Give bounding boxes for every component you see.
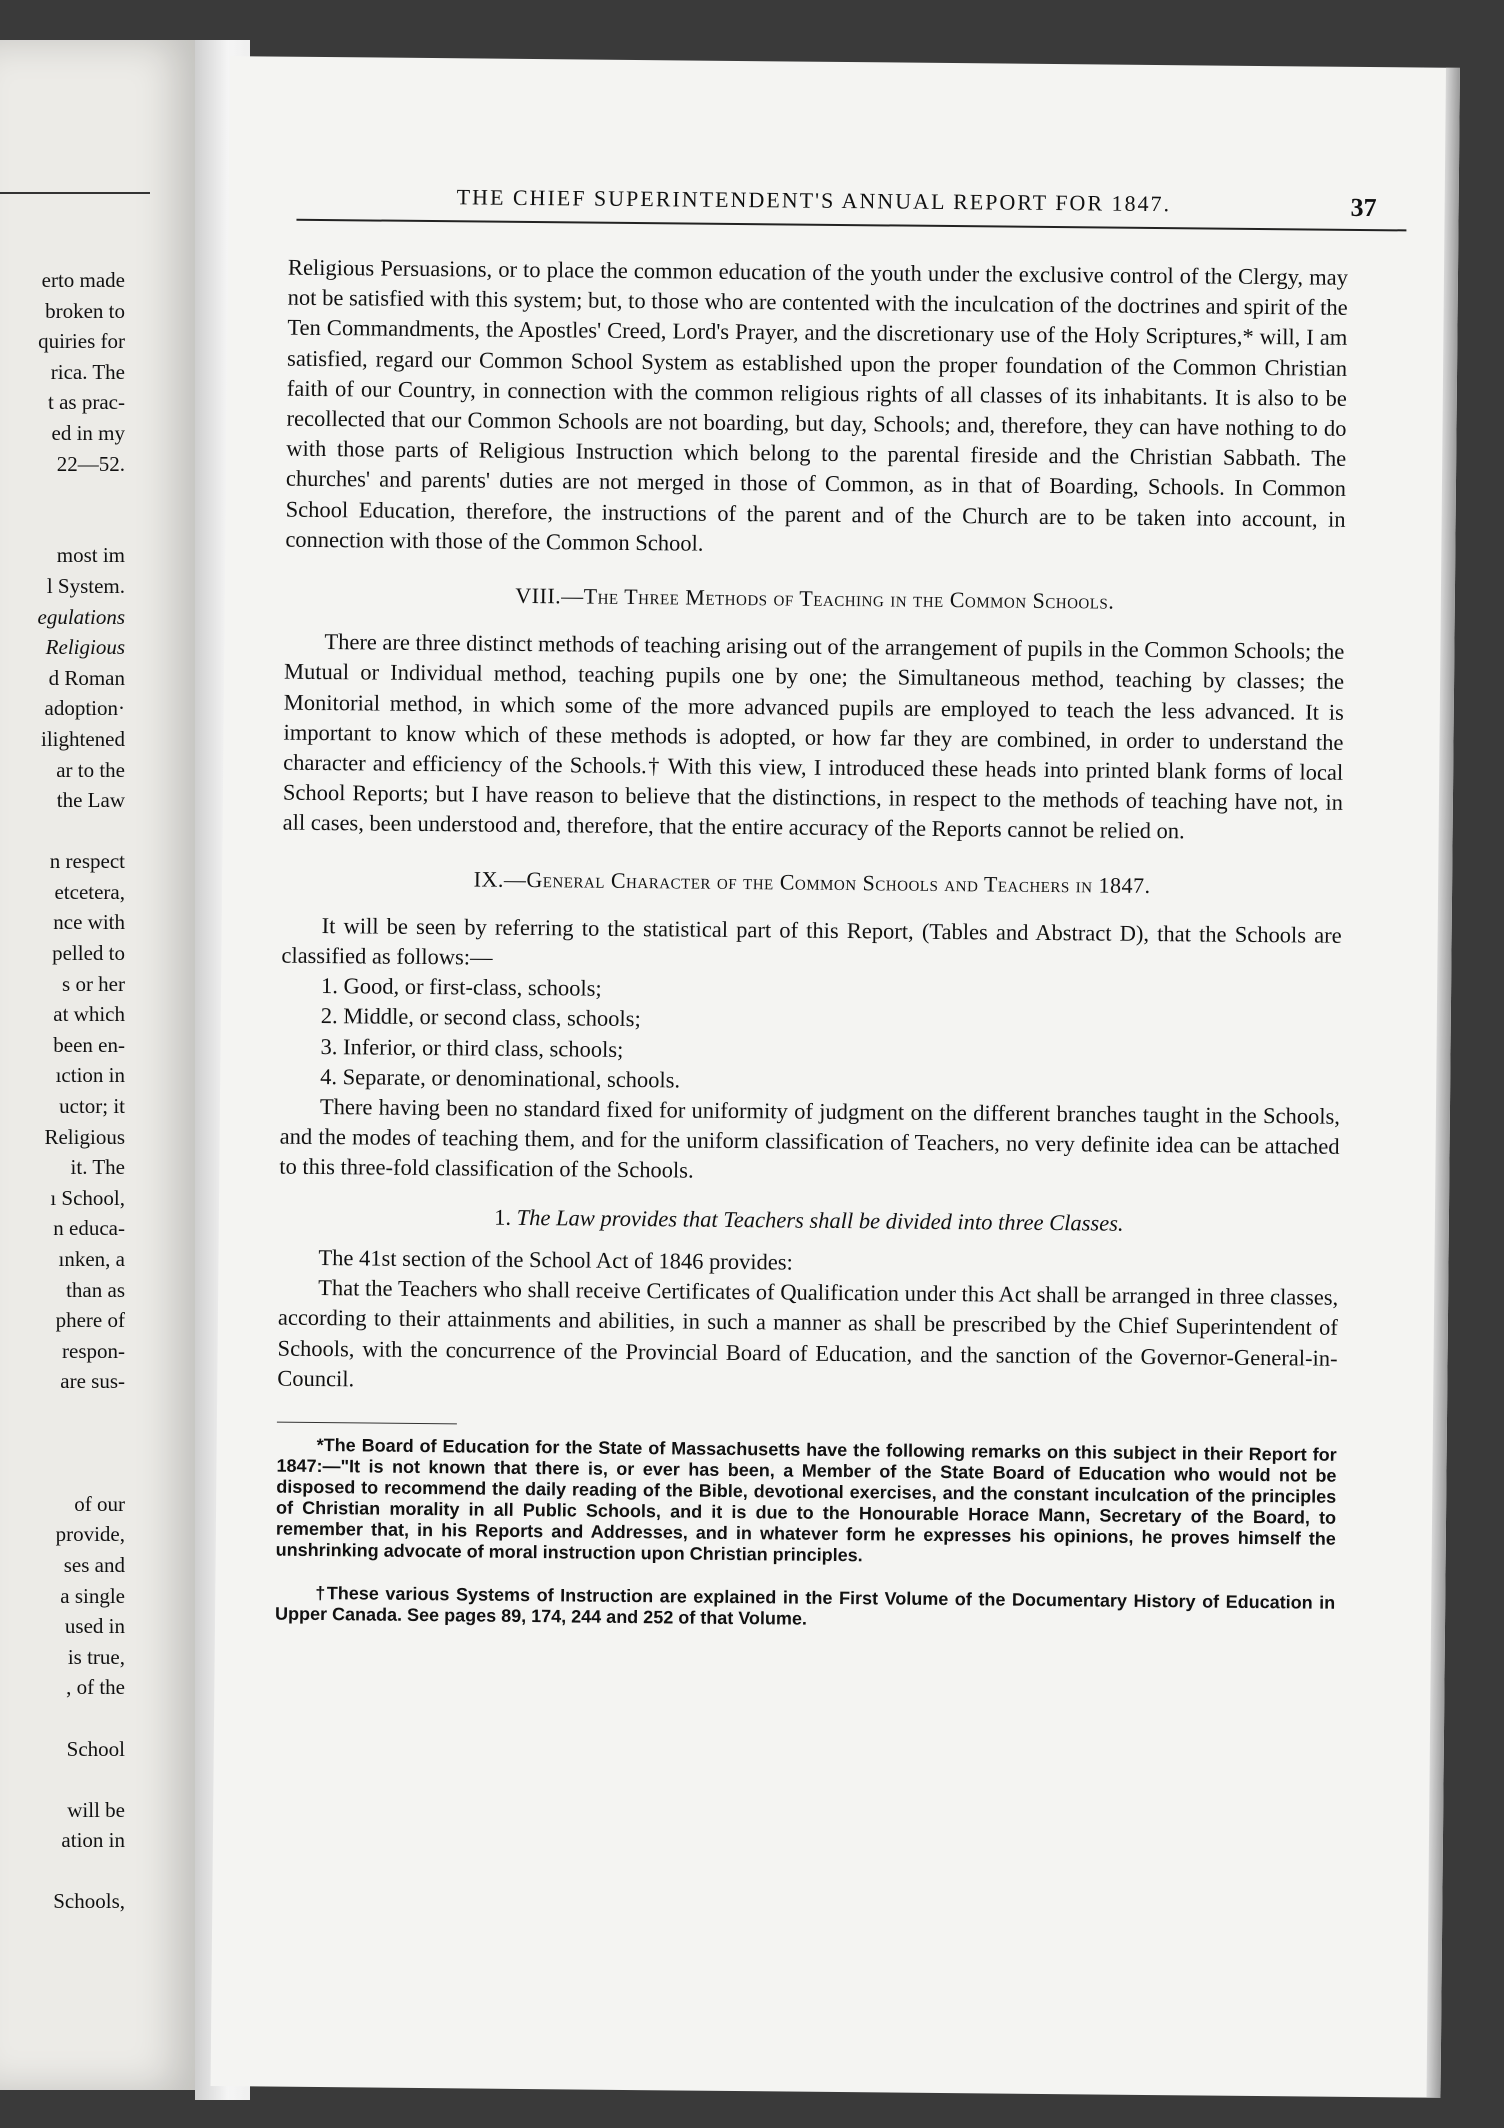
left-page-line: respon-: [62, 1338, 125, 1363]
subsection-heading: [279, 1200, 1339, 1240]
left-page-line: 22—52.: [56, 451, 125, 476]
left-page-header-rule: [0, 192, 150, 194]
left-page-line: broken to: [45, 298, 125, 323]
page-edge: [1426, 68, 1459, 2098]
left-page-line: l System.: [46, 573, 125, 598]
page-header: [297, 184, 1377, 223]
left-page-line: used in: [64, 1614, 125, 1639]
left-page-line: [38, 1428, 126, 1459]
header-rule: [296, 219, 1406, 232]
left-page-line: d Roman: [48, 665, 125, 690]
left-page-line: than as: [66, 1277, 125, 1302]
page-body: [275, 253, 1348, 1635]
footnote-rule: [277, 1422, 457, 1425]
section-heading-9: [282, 862, 1342, 902]
left-page-line: rica. The: [50, 359, 125, 384]
left-page-line: nce with: [53, 910, 125, 935]
left-page-line: ıction in: [55, 1063, 125, 1088]
left-page-line: are sus-: [60, 1369, 125, 1394]
left-page-line: most im: [56, 543, 125, 568]
left-page-line: egulations: [37, 604, 125, 629]
running-head: THE CHIEF SUPERINTENDENT'S ANNUAL REPORT FOR 1847.: [456, 184, 1172, 217]
left-page-line: School: [66, 1736, 125, 1761]
list-item: 4. Separate, or denominational, schools.: [320, 1063, 681, 1093]
left-page-line: it. The: [70, 1155, 125, 1180]
paragraph: The 41st section of the School Act of 1846 provides:: [318, 1244, 793, 1275]
left-page-line: provide,: [55, 1522, 125, 1547]
left-page-line: adoption·: [44, 696, 125, 721]
left-page-line: ı School,: [50, 1185, 125, 1210]
paragraph: It will be seen by referring to the statistical part of this Report, (Tables and Abstract D), that the Schools are classified as follows:—: [281, 912, 1342, 970]
list-item: 1. Good, or first-class, schools;: [320, 973, 602, 1001]
section-number: IX.—: [473, 866, 527, 892]
left-page-line: phere of: [55, 1308, 125, 1333]
left-page-line: n respect: [49, 849, 125, 874]
left-page-line: t as prac-: [48, 390, 125, 415]
paragraph: There having been no standard fixed for uniformity of judgment on the different branches taught in the Schools, and the modes of teaching them, and for the uniform classification of Teachers, no very definite idea can be attached to this three-fold classification of the Schools.: [279, 1094, 1341, 1184]
section-title: The Three Methods of Teaching in the Common Schools.: [583, 583, 1115, 614]
left-page-line: quiries for: [38, 329, 125, 354]
left-page-line: been en-: [53, 1032, 125, 1057]
left-page-line: Religious: [44, 1124, 125, 1149]
list-item: 2. Middle, or second class, schools;: [320, 1003, 641, 1032]
left-page-line: ed in my: [51, 420, 125, 445]
left-page-line: [38, 510, 126, 541]
left-page-text: [38, 265, 126, 1917]
left-page-line: ar to the: [56, 757, 125, 782]
section-number: VIII.—: [515, 582, 584, 609]
left-page-line: pelled to: [52, 941, 125, 966]
left-page-line: is true,: [67, 1644, 125, 1669]
left-page-line: ilightened: [41, 726, 125, 751]
footnote: *The Board of Education for the State of Massachusetts have the following remarks on this subject in their Report for 1847:—"It is not known that there is, or ever has been, a Member of the State Board of Education who would not be disposed to recommend the daily reading of the Bible, devotional exercises, and the constant inculcation of the principles of Christian morality in all Public Schools, and it is due to the Honourable Horace Mann, Secretary of the Board, to remember that, in his Reports and Addresses, and in whatever form he expresses his opinions, he proves himself the unshrinking advocate of moral instruction upon Christian principles.: [275, 1434, 1337, 1566]
left-page-line: ses and: [63, 1552, 125, 1577]
left-page-line: will be: [67, 1797, 125, 1822]
paragraph: Religious Persuasions, or to place the common education of the youth under the exclusive control of the Clergy, may not be satisfied with this system; but, to those who are contented with the inculcation of the doctrines and spirit of the Ten Commandments, the Apostles' Creed, Lord's Prayer, and the discretionary use of the Holy Scriptures,* will, I am satisfied, regard our Common School System as established upon the proper foundation of the Common Christian faith of our Country, in connection with the common religious rights of all classes of its inhabitants. It is also to be recollected that our Common Schools are not boarding, but day, Schools; and, therefore, they can have nothing to do with those parts of Religious Instruction which belong to the parental fireside and the Christian Sabbath. The churches' and parents' duties are not merged in those of Common, as in that of Boarding, Schools. In Common School Education, therefore, the instructions of the parent and of the Church are to be taken into account, in connection with those of the Common School.: [285, 254, 1349, 556]
left-page-line: ınken, a: [58, 1247, 125, 1271]
left-page-line: ation in: [61, 1828, 125, 1853]
left-page-line: of our: [74, 1491, 125, 1516]
left-page-line: a single: [60, 1583, 125, 1608]
left-page-line: uctor; it: [59, 1094, 125, 1119]
left-page-line: [38, 1856, 126, 1887]
quoted-paragraph: That the Teachers who shall receive Certificates of Qualification under this Act shall be arranged in three classes, according to their attainments and abilities, in such a manner as shall be prescribed by the Chief Superintendent of Schools, with the concurrence of the Provincial Board of Education, and the sanction of the Governor-General-in-Council.: [277, 1275, 1339, 1392]
classification-list: [280, 971, 1341, 1102]
page-number: 37: [1350, 192, 1377, 223]
left-page-line: Religious: [45, 635, 125, 660]
left-page-line: at which: [53, 1002, 125, 1027]
left-page-line: s or her: [62, 971, 125, 996]
section-title: General Character of the Common Schools and Teachers in 1847.: [526, 866, 1151, 898]
section-heading-8: [285, 579, 1345, 619]
left-page-line: the Law: [56, 788, 125, 813]
left-page-line: n educa-: [53, 1216, 125, 1241]
left-page-line: [38, 1458, 126, 1489]
left-page-line: , of the: [66, 1675, 125, 1700]
left-page-line: [38, 1703, 126, 1734]
subsection-title: The Law provides that Teachers shall be divided into three Classes.: [516, 1204, 1124, 1236]
footnote: †These various Systems of Instruction are explained in the First Volume of the Documentary History of Education in Upper Canada. See pages 89, 174, 244 and 252 of that Volume.: [274, 1582, 1336, 1629]
left-page-line: [38, 1764, 126, 1795]
left-page-line: erto made: [41, 268, 125, 292]
subsection-number: 1.: [494, 1204, 512, 1230]
left-page-line: [38, 479, 126, 510]
left-page-line: [38, 816, 126, 847]
left-facing-page: [0, 40, 205, 2090]
list-item: 3. Inferior, or third class, schools;: [320, 1033, 624, 1062]
paragraph: There are three distinct methods of teaching arising out of the arrangement of pupils in the Common Schools; the Mutual or Individual method, teaching pupils one by one; the Simultaneous method, teaching by classes; the Monitorial method, in which some of the more advanced pupils are employed to teach the less advanced. It is important to know which of these methods is adopted, or how far they are combined, in order to understand the character and efficiency of the Schools.† With this view, I introduced these heads into printed blank forms of local School Reports; but I have reason to believe that the distinctions, in respect to the methods of teaching have not, in all cases, been understood and, therefore, that the entire accuracy of the Reports cannot be relied on.: [282, 629, 1345, 844]
left-page-line: etcetera,: [54, 879, 125, 904]
main-page: [211, 56, 1460, 2098]
left-page-line: [38, 1397, 126, 1428]
left-page-line: Schools,: [53, 1889, 125, 1914]
